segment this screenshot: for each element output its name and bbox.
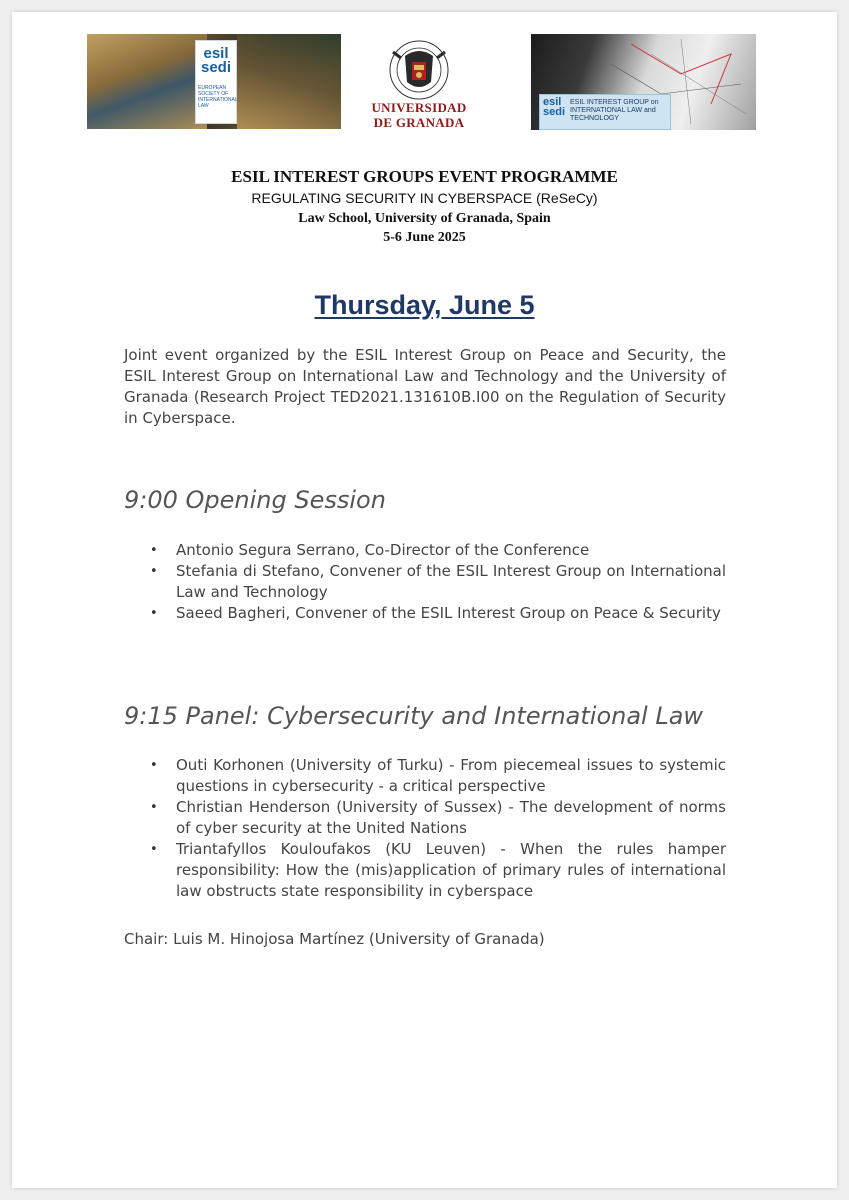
event-title: REGULATING SECURITY IN CYBERSPACE (ReSeCy) — [251, 190, 598, 206]
map-painting — [87, 34, 207, 129]
speaker-text: Outi Korhonen (University of Turku) - From piecemeal issues to systemic questions in cybersecurity - a critical perspective — [176, 756, 726, 795]
session-heading-panel: 9:15 Panel: Cybersecurity and International Law — [124, 702, 704, 730]
university-name — [342, 100, 496, 130]
programme-title: ESIL INTEREST GROUPS EVENT PROGRAMME — [231, 167, 618, 186]
intro-paragraph: Joint event organized by the ESIL Interest Group on Peace and Security, the ESIL Interest Group on International Law and Technology and the University of Granada (Research Project TED2021.131610B.I00 on the Regulation of Security in Cyberspace. — [124, 346, 726, 427]
speaker-text: Christian Henderson (University of Sussex) - The development of norms of cyber security at the United Nations — [176, 798, 726, 837]
esil-logo-image — [87, 34, 341, 129]
list-item — [124, 561, 726, 603]
ilt-brand-text: esil sedi — [543, 96, 566, 118]
ilt-brand-subtitle: ESIL INTEREST GROUP on INTERNATIONAL LAW and TECHNOLOGY — [570, 99, 659, 122]
bullet-icon: • — [150, 606, 158, 621]
event-dates: 5-6 June 2025 — [383, 230, 466, 245]
speaker-text: Antonio Segura Serrano, Co-Director of the Conference — [176, 541, 590, 559]
speaker-text: Saeed Bagheri, Convener of the ESIL Interest Group on Peace & Security — [176, 604, 721, 622]
list-item — [124, 603, 726, 624]
list-item — [124, 540, 726, 561]
bullet-icon: • — [150, 842, 158, 857]
list-item — [124, 755, 726, 797]
university-name-line2: DE GRANADA — [373, 115, 465, 130]
bullet-icon: • — [150, 543, 158, 558]
university-name-line1: UNIVERSIDAD — [371, 100, 467, 115]
painting-background — [237, 34, 341, 129]
opening-speakers-list — [124, 540, 726, 624]
granada-crest-icon — [379, 38, 459, 102]
bullet-icon: • — [150, 800, 158, 815]
esil-brand-tile — [195, 40, 237, 124]
speaker-text: Triantafyllos Kouloufakos (KU Leuven) - When the rules hamper responsibility: How the (mis)application of primary rules of international law obstructs state responsibility in cyberspace — [176, 840, 726, 900]
bullet-icon: • — [150, 758, 158, 773]
panel-chair: Chair: Luis M. Hinojosa Martínez (University of Granada) — [124, 930, 545, 948]
list-item — [124, 839, 726, 902]
speaker-text: Stefania di Stefano, Convener of the ESIL Interest Group on International Law and Technology — [176, 562, 726, 601]
ilt-brand-tile — [539, 94, 671, 130]
esil-brand-subtitle: EUROPEAN SOCIETY OF INTERNATIONAL LAW — [198, 85, 238, 109]
document-page — [12, 12, 837, 1188]
event-venue: Law School, University of Granada, Spain — [298, 211, 551, 226]
panel-speakers-list — [124, 755, 726, 902]
bullet-icon: • — [150, 564, 158, 579]
esil-brand-text: esil sedi — [200, 45, 231, 76]
ilt-group-logo-image — [531, 34, 756, 130]
list-item — [124, 797, 726, 839]
day-heading: Thursday, June 5 — [314, 290, 535, 320]
session-heading-opening: 9:00 Opening Session — [124, 486, 386, 514]
